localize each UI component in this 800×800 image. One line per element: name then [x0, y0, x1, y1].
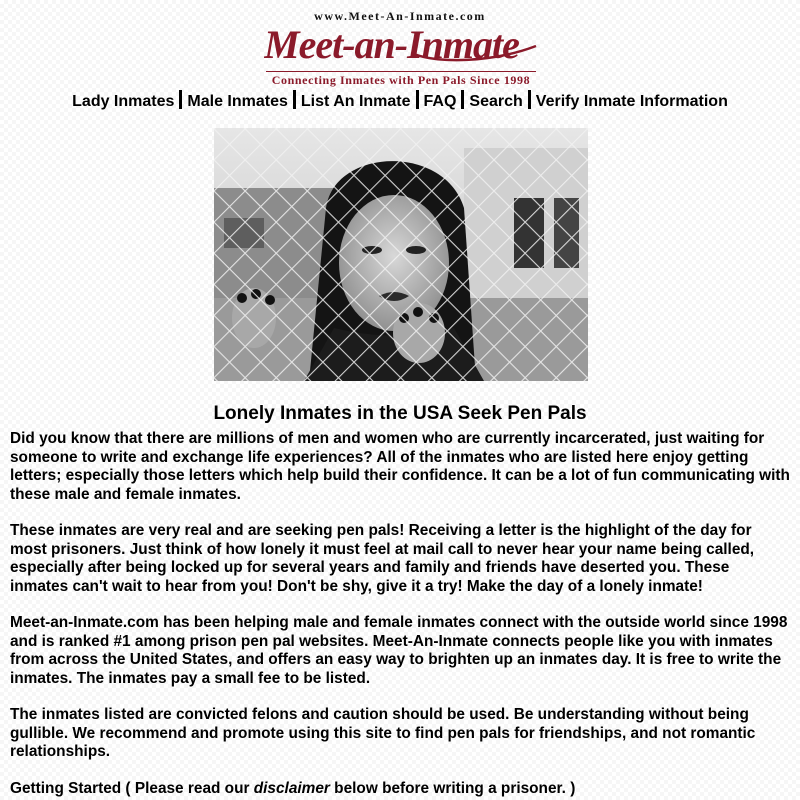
nav-male-inmates[interactable]: Male Inmates [187, 93, 288, 110]
caution-paragraph: The inmates listed are convicted felons and caution should be used. Be understanding without being gullible. We recommend and promote using this site to find pen pals for friendships, and not romantic relationships. [10, 706, 756, 760]
hero-photo-graphic [214, 128, 588, 381]
logo-text: Meet-an-Inmate [264, 24, 519, 67]
nav-list-an-inmate[interactable]: List An Inmate [300, 93, 411, 110]
nav-divider [179, 90, 182, 109]
nav-search[interactable]: Search [469, 93, 523, 110]
nav-verify-inmate[interactable]: Verify Inmate Information [535, 93, 728, 110]
site-tagline: Connecting Inmates with Pen Pals Since 1998 [266, 71, 536, 88]
nav-divider [293, 90, 296, 109]
page-title: Lonely Inmates in the USA Seek Pen Pals [213, 403, 587, 424]
main-nav [0, 90, 800, 112]
site-header [0, 0, 800, 88]
intro-paragraph: Did you know that there are millions of men and women who are currently incarcerated, just waiting for someone to write and exchange life experiences? All of the inmates who are listed here enjoy getting letters; especially those letters which help build their confidence. It can be a lot of fun communicating with these male and female inmates. [10, 430, 790, 503]
nav-lady-inmates[interactable]: Lady Inmates [72, 93, 175, 110]
getting-started-prefix: Getting Started ( Please read our [10, 779, 254, 797]
nav-divider [416, 90, 419, 109]
site-logo[interactable] [264, 24, 540, 70]
real-inmates-paragraph: These inmates are very real and are seeking pen pals! Receiving a letter is the highlight of the day for most prisoners. Just think of how lonely it must feel at mail call to never hear your name being called, especially after being locked up for several years and family and friends have deserted you. These inmates can't wait to hear from you! Don't be shy, give it a try! Make the day of a lonely inmate! [10, 522, 755, 595]
getting-started [10, 780, 790, 799]
nav-faq[interactable]: FAQ [423, 93, 457, 110]
site-url: www.Meet-An-Inmate.com [314, 9, 486, 23]
about-site-paragraph: Meet-an-Inmate.com has been helping male and female inmates connect with the outside world since 1998 and is ranked #1 among prison pen pal websites. Meet-An-Inmate connects people like you with inmates from across the United States, and offers an easy way to brighten up an inmates day. It is free to write the inmates. The inmates pay a small fee to be listed. [10, 614, 788, 687]
getting-started-suffix: below before writing a prisoner. ) [329, 779, 576, 797]
disclaimer-link[interactable]: disclaimer [253, 779, 330, 797]
nav-divider [461, 90, 464, 109]
nav-divider [528, 90, 531, 109]
hero-photo [214, 128, 588, 381]
logo-graphic [264, 24, 540, 70]
main-content [10, 402, 790, 798]
